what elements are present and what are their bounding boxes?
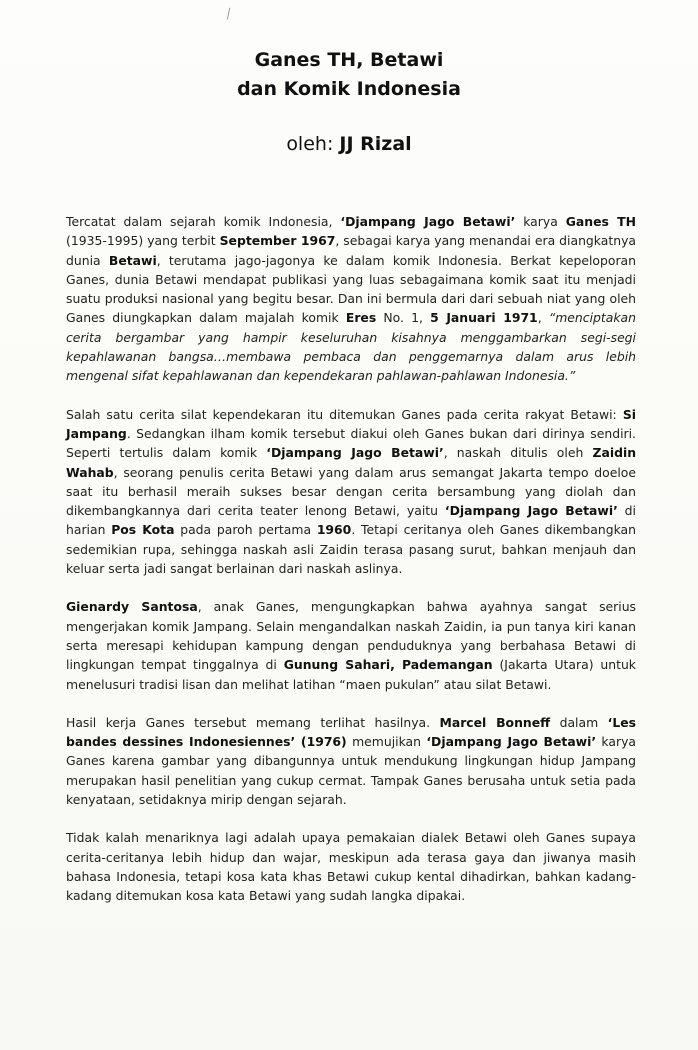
author-name: JJ Rizal bbox=[339, 133, 412, 155]
text-run: (Jakarta Utara) untuk menelusuri tradisi lisan dan melihat latihan “maen pukulan” atau silat Betawi. bbox=[66, 657, 636, 692]
paragraph-3 bbox=[66, 597, 636, 693]
bold-text: Zaidin Wahab bbox=[66, 445, 637, 480]
scan-mark bbox=[227, 8, 233, 21]
italic-quote: “menciptakan cerita bergambar yang hampir keseluruhan kisahnya menggambarkan segi-segi kepahlawanan bangsa…membawa pembaca dan penggemarnya dalam arus lebih mengenal sifat kepahlawanan dan kependekaran pahlawan-pahlawan Indonesia.” bbox=[66, 310, 636, 384]
author-prefix: oleh: bbox=[286, 133, 340, 155]
bold-text: ‘Les bandes dessines Indonesiennes’ (1976) bbox=[66, 714, 636, 750]
bold-text: 1960 bbox=[316, 522, 352, 538]
author-byline bbox=[0, 133, 698, 155]
paragraph-1 bbox=[66, 212, 636, 386]
text-run: . Sedangkan ilham komik tersebut diakui oleh Ganes bukan dari dirinya sendiri. Seperti tertulis dalam komik bbox=[66, 425, 636, 461]
text-run: (1935-1995) yang terbit bbox=[66, 233, 220, 249]
text-run: , naskah ditulis oleh bbox=[443, 445, 593, 461]
article-title bbox=[0, 46, 698, 104]
text-run: Salah satu cerita silat kependekaran itu ditemukan Ganes pada cerita rakyat Betawi: bbox=[66, 406, 623, 422]
text-run: Tidak kalah menariknya lagi adalah upaya pemakaian dialek Betawi oleh Ganes supaya cerita-ceritanya lebih hidup dan wajar, meskipun ada terasa gaya dan jiwanya masih bahasa Indonesia, tetapi kosa kata khas Betawi cukup kental dihadirkan, bahkan kadang-kadang ditemukan kosa kata Betawi yang sudah langka dipakai. bbox=[66, 830, 636, 904]
text-run: . Tetapi ceritanya oleh Ganes dikembangkan sedemikian rupa, sehingga naskah asli Zaidin terasa pasang surut, bahkan menjauh dan keluar serta jadi sangat berlainan dari naskah aslinya. bbox=[66, 522, 636, 577]
bold-text: Ganes TH bbox=[565, 214, 636, 229]
bold-text: ‘Djampang Jago Betawi’ bbox=[444, 503, 618, 519]
paragraph-4 bbox=[66, 713, 636, 809]
bold-text: Eres bbox=[345, 310, 377, 326]
text-run: , anak Ganes, mengungkapkan bahwa ayahnya sangat serius mengerjakan komik Jampang. Selain mengandalkan naskah Zaidin, ia pun tanya kiri kanan serta meresapi kehidupan kampung dengan penduduknya yang berbahasa Betawi di lingkungan tempat tinggalnya di bbox=[66, 599, 637, 673]
text-run: karya bbox=[515, 214, 566, 229]
text-run: , sebagai karya yang menandai era diangkatnya dunia bbox=[66, 233, 636, 268]
text-run: Tercatat dalam sejarah komik Indonesia, bbox=[66, 214, 341, 229]
article-body bbox=[66, 212, 636, 925]
text-run: karya Ganes karena gambar yang dibangunnya untuk mendukung lingkungan hidup Jampang merupakan hasil penelitian yang cukup cermat. Tampak Ganes berusaha untuk setia pada kenyataan, setidaknya mirip dengan sejarah. bbox=[66, 734, 637, 808]
text-run: No. 1, bbox=[376, 310, 431, 326]
bold-text: Betawi bbox=[108, 252, 157, 268]
text-run: Hasil kerja Ganes tersebut memang terlihat hasilnya. bbox=[66, 714, 440, 730]
bold-text: Pos Kota bbox=[111, 522, 175, 538]
article-title-line-1: Ganes TH, Betawi bbox=[254, 49, 444, 71]
bold-text: Gienardy Santosa bbox=[66, 599, 198, 615]
bold-text: ‘Djampang Jago Betawi’ bbox=[266, 445, 444, 461]
bold-text: 5 Januari 1971 bbox=[430, 310, 538, 326]
text-run: dalam bbox=[550, 714, 608, 730]
paragraph-5 bbox=[66, 828, 636, 905]
text-run: memujikan bbox=[346, 734, 427, 750]
text-run: , seorang penulis cerita Betawi yang dalam arus semangat Jakarta tempo doeloe saat itu berhasil meraih sukses besar dengan cerita bersambung yang diolah dan dikembangkannya dari cerita teater lenong Betawi, yaitu bbox=[66, 464, 636, 519]
bold-text: ‘Djampang Jago Betawi’ bbox=[426, 734, 597, 750]
bold-text: ‘Djampang Jago Betawi’ bbox=[340, 214, 516, 229]
paragraph-2 bbox=[66, 405, 636, 579]
article-title-line-2: dan Komik Indonesia bbox=[237, 78, 461, 100]
bold-text: Gunung Sahari, Pademangan bbox=[283, 657, 493, 673]
text-run: , bbox=[537, 310, 549, 326]
bold-text: Si Jampang bbox=[66, 406, 636, 441]
text-run: di harian bbox=[66, 503, 636, 538]
bold-text: Marcel Bonneff bbox=[439, 714, 551, 730]
text-run: pada paroh pertama bbox=[174, 522, 317, 538]
bold-text: September 1967 bbox=[219, 233, 336, 249]
text-run: , terutama jago-jagonya ke dalam komik Indonesia. Berkat kepeloporan Ganes, dunia Betawi mendapat publikasi yang luas sebagaimana komik saat itu menjadi suatu produksi nasional yang begitu besar. Dan ini bermula dari dari sebuah niat yang oleh Ganes diungkapkan dalam majalah komik bbox=[66, 252, 636, 326]
